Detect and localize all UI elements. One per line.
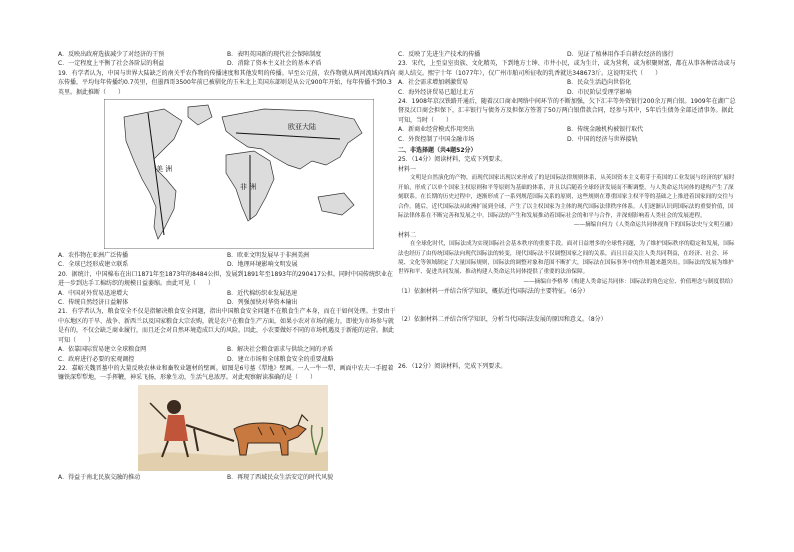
material-1-label: 材料一 xyxy=(398,165,417,173)
q18-option-a: A．反映出政府选拔减少了对经济的干预 xyxy=(58,51,165,58)
q20-options-row1 xyxy=(58,289,396,298)
q23-option-c: C．海外经济贸易已超过北方 xyxy=(398,88,475,96)
q21-option-d: D．建立市场和全球粮食安全的重要战略 xyxy=(227,355,334,363)
plowing-mural-figure xyxy=(138,385,328,471)
q20-option-a: A．中国对外贸易迅速增大 xyxy=(58,289,129,297)
q23-options-row2 xyxy=(398,88,736,97)
q21-options-row2 xyxy=(58,355,396,364)
farmer-head xyxy=(167,400,181,414)
q25-subquestion-1: （1）依据材料一并结合所学知识，概括近代国际法的主要特征。（6分） xyxy=(398,288,589,296)
q23-options-row1 xyxy=(398,78,736,87)
q20-option-d: D．列强加快对华资本输出 xyxy=(227,299,298,307)
material-2-source: ——摘编自李格琴《构建人类命运共同体：国际法的角色定位、价值理念与制度供给》 xyxy=(523,278,736,285)
q22-option-b: B．再现了西域民众生活安定的时代风貌 xyxy=(227,473,334,481)
q25-heading: 25．（14分）阅读材料，完成下列要求。 xyxy=(398,156,507,164)
q19-option-b: B．欧亚文明发展早于非洲美洲 xyxy=(227,252,310,260)
q19-option-d: D．地理环境影响文明发展 xyxy=(227,261,298,269)
q25-subquestion-2: （2）依据材料二并结合所学知识，分析当代国际法发展的原因和意义。（8分） xyxy=(398,315,607,323)
map-label-eurasia: 欧亚大陆 xyxy=(288,123,316,132)
q19-option-a: A．农作物在亚洲广泛传播 xyxy=(58,252,129,260)
q21-stem: 21．有学者认为，粮食安全不仅是指解决粮食安全问题，指出中国粮食安全问题不在粮食生产本身，而在于如何处理。主要由于中东地区的干旱、战争、新西兰以及国家粮食大宗农购，就是农户在粮食生产方面，如果小农对市场的能力，即使为市场参与就是有的，不仅会缺乏商业履行，而且还会对自然环境造成巨大的风险。因此，小农要做好不同的市场机遇及于新能的运营。据此可知（ ） xyxy=(58,308,396,344)
q18-options-row1 xyxy=(58,50,396,59)
material-2-label: 材料二 xyxy=(398,231,417,239)
q21-option-c: C．政府进行必要的宏观调控 xyxy=(58,355,135,363)
q22-stem: 22．嘉峪关魏晋墓中的大量反映农林业和畜牧业题材的壁画。如图是6号墓《犁地》壁画。一人一牛一犁，画面中农夫一手握着镰铁深犁犁地，一手挥鞭，神采飞扬，形象生动，生活气息浓厚。对此观察解读准确的是（ ） xyxy=(58,364,394,382)
q24-option-a: A．新商业经营模式作用突出 xyxy=(398,126,475,134)
q20-options-row2 xyxy=(58,298,396,307)
q21-option-a: A．依靠国际贸易建立全球粮食网 xyxy=(58,346,147,354)
q22-option-d: D．见证了植林用作手自耕农经济的盛行 xyxy=(567,51,674,58)
q18-option-d: D．消除了资本主义社会的基本矛盾 xyxy=(227,60,322,68)
q23-option-d: D．市民阶层受理学影响 xyxy=(567,88,632,96)
q22-option-c: C．反映了先进生产技术的传播 xyxy=(398,51,481,58)
q26-heading: 26．（12分）阅读材料，完成下列要求。 xyxy=(398,362,507,370)
q18-options-row2 xyxy=(58,59,396,68)
right-column xyxy=(398,50,736,371)
q18-option-b: B．表明英国新的现代社会保障制度 xyxy=(227,51,322,58)
q23-option-a: A．社会需求增加刺激贸易 xyxy=(398,79,469,87)
q24-option-c: C．外资控制了中国金融市场 xyxy=(398,135,475,143)
q21-option-b: B．解决社会粮食需求与供给之间的矛盾 xyxy=(227,346,334,354)
material-1-text: 文明是自然演化的产物，而现代国家出现以来形成了的是国际法律规则体系，从英国资本主义萌芽于英国的工业发展与经济的扩展时开始，形成了以单个国家主权原则和平等原则为基础的体系，并且以后随着全球经济发展而不断调整，与人类命运共同体的建构产生了深刻联系。在长期的历史过程中，逐渐形成了一系列规范国际关系的原则，这些规则在尊重国家主权平等的基础之上推进着国家间的交往与合作。随后，近代国际法从欧洲扩展到全球，产生了以主权国家为主体的现代国际法律秩序体系。人们逐渐认识到国际法的重要价值，国际法律体系在不断完善和发展之中。国际法的产生和发展推动着国际社会的和平与合作，并深刻影响着人类社会的发展进程。 xyxy=(398,175,735,219)
map-label-america: 美 洲 xyxy=(156,165,173,174)
answer-space-1 xyxy=(398,297,736,315)
world-map-figure xyxy=(104,99,374,249)
farmer-body xyxy=(164,415,188,441)
q24-option-b: B．传统金融机构被银行取代 xyxy=(567,126,644,134)
q24-options-row2 xyxy=(398,135,736,144)
material-1-source: ——摘编自何力《人类命运共同体视角下的国际法史与文明互融》 xyxy=(573,222,736,229)
q23-stem: 23．宋代，上至皇室贵族、文化精英，下到地方士绅、市井小民，或为生计，或为营利，或为积聚财富，都在从事各种活动或与商人结交。熙宁十年（1077年），仅广州市舶司所征收的乳香就达348673斤。这说明宋代（ ） xyxy=(398,60,736,77)
world-map-svg xyxy=(104,99,374,249)
q24-stem: 24．1908年京汉铁路开通后，随着汉口商业网络中间环节的不断加强，欠下汇丰等外资银行200余万两白银。1909年在湖广总督及汉口商会担保下，汇丰银行与债务方及担保方签署了50万两白银借款合同，经参与其中，5年后生债务全部还清事务。据此可知，当时（ ） xyxy=(398,98,736,124)
q19-options-row2 xyxy=(58,260,396,269)
section-heading-nonchoice: 二、非选择题（共4题52分） xyxy=(398,147,477,155)
q19-option-c: C．全球已经形成建立联系 xyxy=(58,261,129,269)
answer-space-2 xyxy=(398,324,736,362)
map-label-africa: 非 洲 xyxy=(240,183,257,192)
q19-options-row1 xyxy=(58,251,396,260)
left-column xyxy=(58,50,396,482)
q20-option-c: C．传统自然经济日益解体 xyxy=(58,299,129,307)
q24-options-row1 xyxy=(398,125,736,134)
plowing-mural-svg xyxy=(138,385,328,471)
q19-stem: 19．有学者认为，中国与世界大陆缺乏的南关乎农作物的传播速度和其他发明的传播。早至公元前，农作物就从两河流域向西向东传播，平均每年传播约0.7英里，但墨西哥3500年前已被驯化的玉米北上美国东部则是从公元900年开始，每年传播不到0.3英里。据此推断（ ） xyxy=(58,69,396,96)
q20-stem: 20．据统计，中国棉布在出口1871年至1873年的8484公担，发展到1891年至1893年的290417公担。同时中国传统织业在进一步到达手工棉纺织的规模日益萎缩。由此可见（ ） xyxy=(58,270,393,288)
q23-option-b: B．民众生活趋向世俗化 xyxy=(567,79,632,87)
q22-option-a: A．得益于南北民族交融的推动 xyxy=(58,473,141,481)
q18-option-c: C．一定程度上平衡了社会各阶层的利益 xyxy=(58,60,165,68)
q22-options-row1 xyxy=(58,473,396,482)
q22-options-row2 xyxy=(398,50,736,59)
q21-options-row1 xyxy=(58,345,396,354)
q24-option-d: D．中国的经济与世界接轨 xyxy=(567,135,638,143)
q20-option-b: B．近代棉纺织业发展迅速 xyxy=(227,289,298,297)
material-2-text: 在全球化时代，国际法成为实现国际社会基本秩序的重要手段。面对日益增多的全球性问题，为了维护国际秩序的稳定和发展，国际法也经历了由传统国际法向现代国际法的转变，现代国际法不仅调整国家之间的关系，而且日益关注人类共同利益，在经济、社会、环境、文化等领域制定了大量国际规则，国际法的调整对象和范围不断扩大，国际法在国际事务中的作用越来越突出。国际法的发展为维护世界和平、促进共同发展、推动构建人类命运共同体提供了重要的法治保障。 xyxy=(398,241,735,276)
